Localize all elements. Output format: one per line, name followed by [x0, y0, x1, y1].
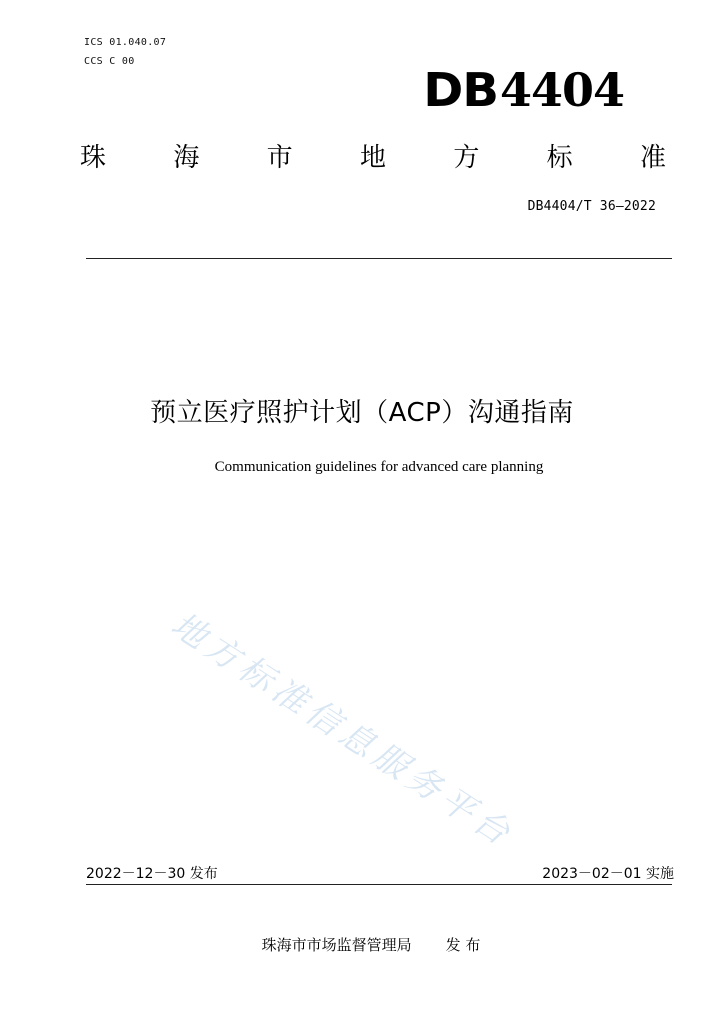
standard-number: DB4404/T 36—2022: [527, 199, 656, 214]
header-divider: [86, 258, 672, 259]
ics-code: ICS 01.040.07: [84, 37, 167, 48]
standard-type-char: 市: [266, 143, 293, 173]
publish-action: 发 布: [445, 936, 481, 954]
standard-type-char: 方: [453, 143, 480, 173]
issue-date: 2022－12－30 发布: [86, 866, 218, 882]
publisher-line: [0, 934, 724, 955]
standard-type-char: 标: [546, 143, 573, 173]
db-standard-mark: [422, 62, 624, 118]
ccs-code: CCS C 00: [84, 56, 135, 67]
standard-type-char: 准: [639, 143, 666, 173]
db-mark-letters: DB: [422, 63, 498, 117]
implementation-date: 2023－02－01 实施: [542, 866, 674, 882]
footer-divider: [86, 884, 672, 885]
document-title-english: Communication guidelines for advanced care planning: [214, 459, 544, 475]
standard-type-heading: [80, 140, 666, 176]
standard-type-char: 地: [359, 143, 386, 173]
watermark: 地方标准信息服务平台: [163, 604, 522, 857]
db-mark-digits: 4404: [499, 63, 624, 117]
document-title-chinese: 预立医疗照护计划（ACP）沟通指南: [150, 398, 574, 428]
standard-type-char: 海: [173, 143, 200, 173]
publisher-name: 珠海市市场监督管理局: [261, 936, 412, 954]
standard-type-char: 珠: [80, 143, 107, 173]
